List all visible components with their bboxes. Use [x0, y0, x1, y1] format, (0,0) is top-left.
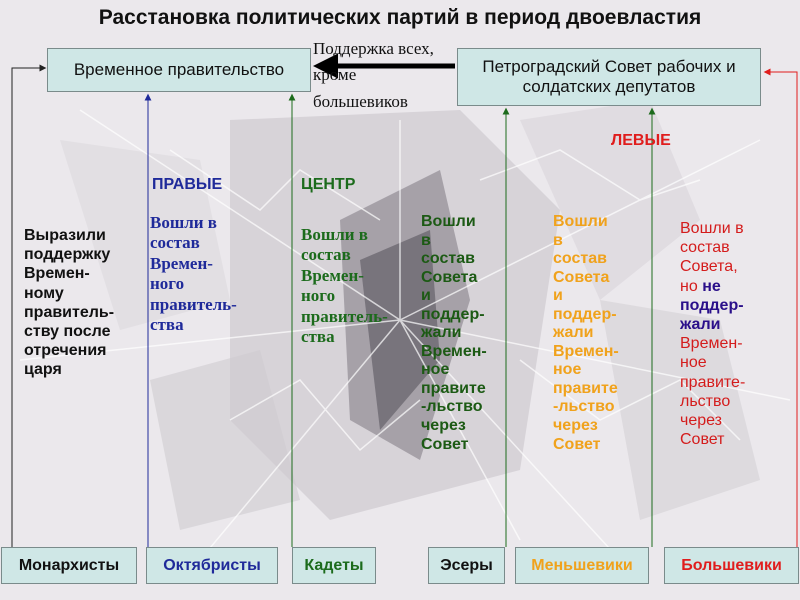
bolsheviks-description-part2: Времен- ное правите- льство через Совет: [680, 335, 746, 449]
monarchists-description: Выразили поддержку Времен- ному правитель- ству после отречения царя: [24, 227, 115, 379]
group-center-label: ЦЕНТР: [301, 176, 356, 193]
bolsheviks-description-highlight: не поддер- жали: [680, 277, 744, 333]
petrograd-soviet-box: Петроградский Совет рабочих и солдатских депутатов: [457, 48, 761, 106]
esers-description: Вошли в состав Совета и поддер- жали Времен- ное правите -льство через Совет: [421, 213, 487, 453]
bolsheviks-description: [680, 219, 790, 449]
kadets-description: Вошли в состав Времен- ного правитель- ства: [301, 225, 388, 346]
mensheviks-description: Вошли в состав Совета и поддер- жали Времен- ное правите -льство через Совет: [553, 213, 619, 453]
support-label: Поддержка всех, кроме большевиков: [313, 39, 434, 111]
page-title: Расстановка политических партий в период двоевластия: [98, 6, 702, 29]
party-mensheviks: Меньшевики: [515, 547, 649, 584]
party-bolsheviks: Большевики: [664, 547, 799, 584]
provisional-government-box: Временное правительство: [47, 48, 311, 92]
party-monarchists: Монархисты: [1, 547, 137, 584]
bolsheviks-description-part1: Вошли в состав Совета, но: [680, 220, 744, 295]
party-esers: Эсеры: [428, 547, 505, 584]
group-right-label: ПРАВЫЕ: [152, 176, 223, 193]
group-left-label: ЛЕВЫЕ: [611, 132, 671, 149]
party-octobrists: Октябристы: [146, 547, 278, 584]
party-kadets: Кадеты: [292, 547, 376, 584]
octobrists-description: Вошли в состав Времен- ного правитель- ства: [150, 213, 237, 334]
